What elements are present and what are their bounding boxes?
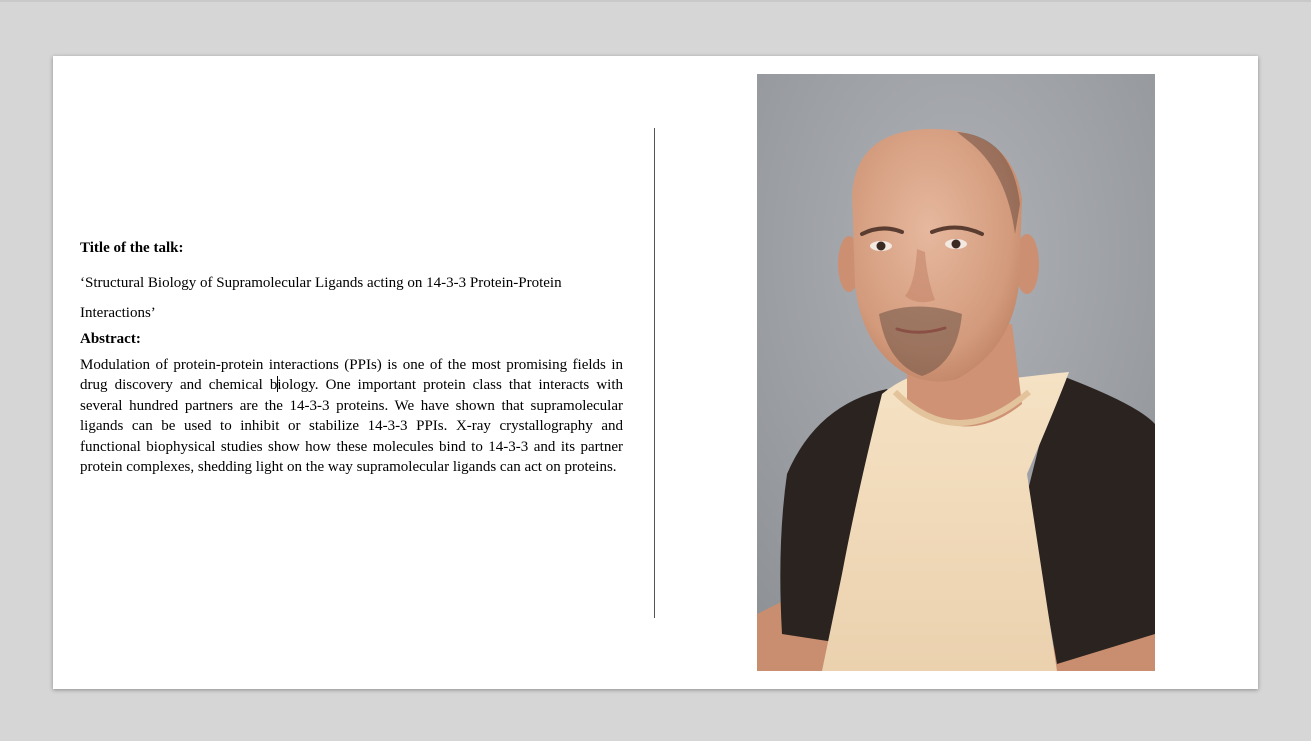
column-divider-line (654, 128, 655, 618)
title-heading: Title of the talk: (80, 240, 184, 256)
document-page[interactable] (53, 56, 1258, 689)
abstract-text-part2: iology. One important protein class that interacts with several hundred partners are the 14-3-3 proteins. We have shown that supramolecular ligands can be used to inhibit or stabilize 14-3-3 PPIs. X-ray crystallography and functional biophysical studies show how these molecules bind to 14-3-3 and its partner protein complexes, shedding light on the way supramolecular ligands can act on proteins. (80, 377, 623, 476)
talk-title-line1: ‘Structural Biology of Supramolecular Ligands acting on 14-3-3 Protein-Protein (80, 275, 562, 291)
talk-title (80, 268, 623, 328)
portrait-illustration (757, 74, 1155, 671)
abstract-text-part1: Modulation of protein-protein interactions (PPIs) is one of the most promising fields in drug discovery and chemical b (80, 357, 623, 394)
portrait-photo[interactable] (757, 74, 1155, 671)
text-column[interactable] (80, 238, 623, 477)
abstract-heading: Abstract: (80, 331, 141, 347)
talk-title-line2: Interactions’ (80, 305, 156, 321)
abstract-text[interactable] (80, 355, 623, 477)
